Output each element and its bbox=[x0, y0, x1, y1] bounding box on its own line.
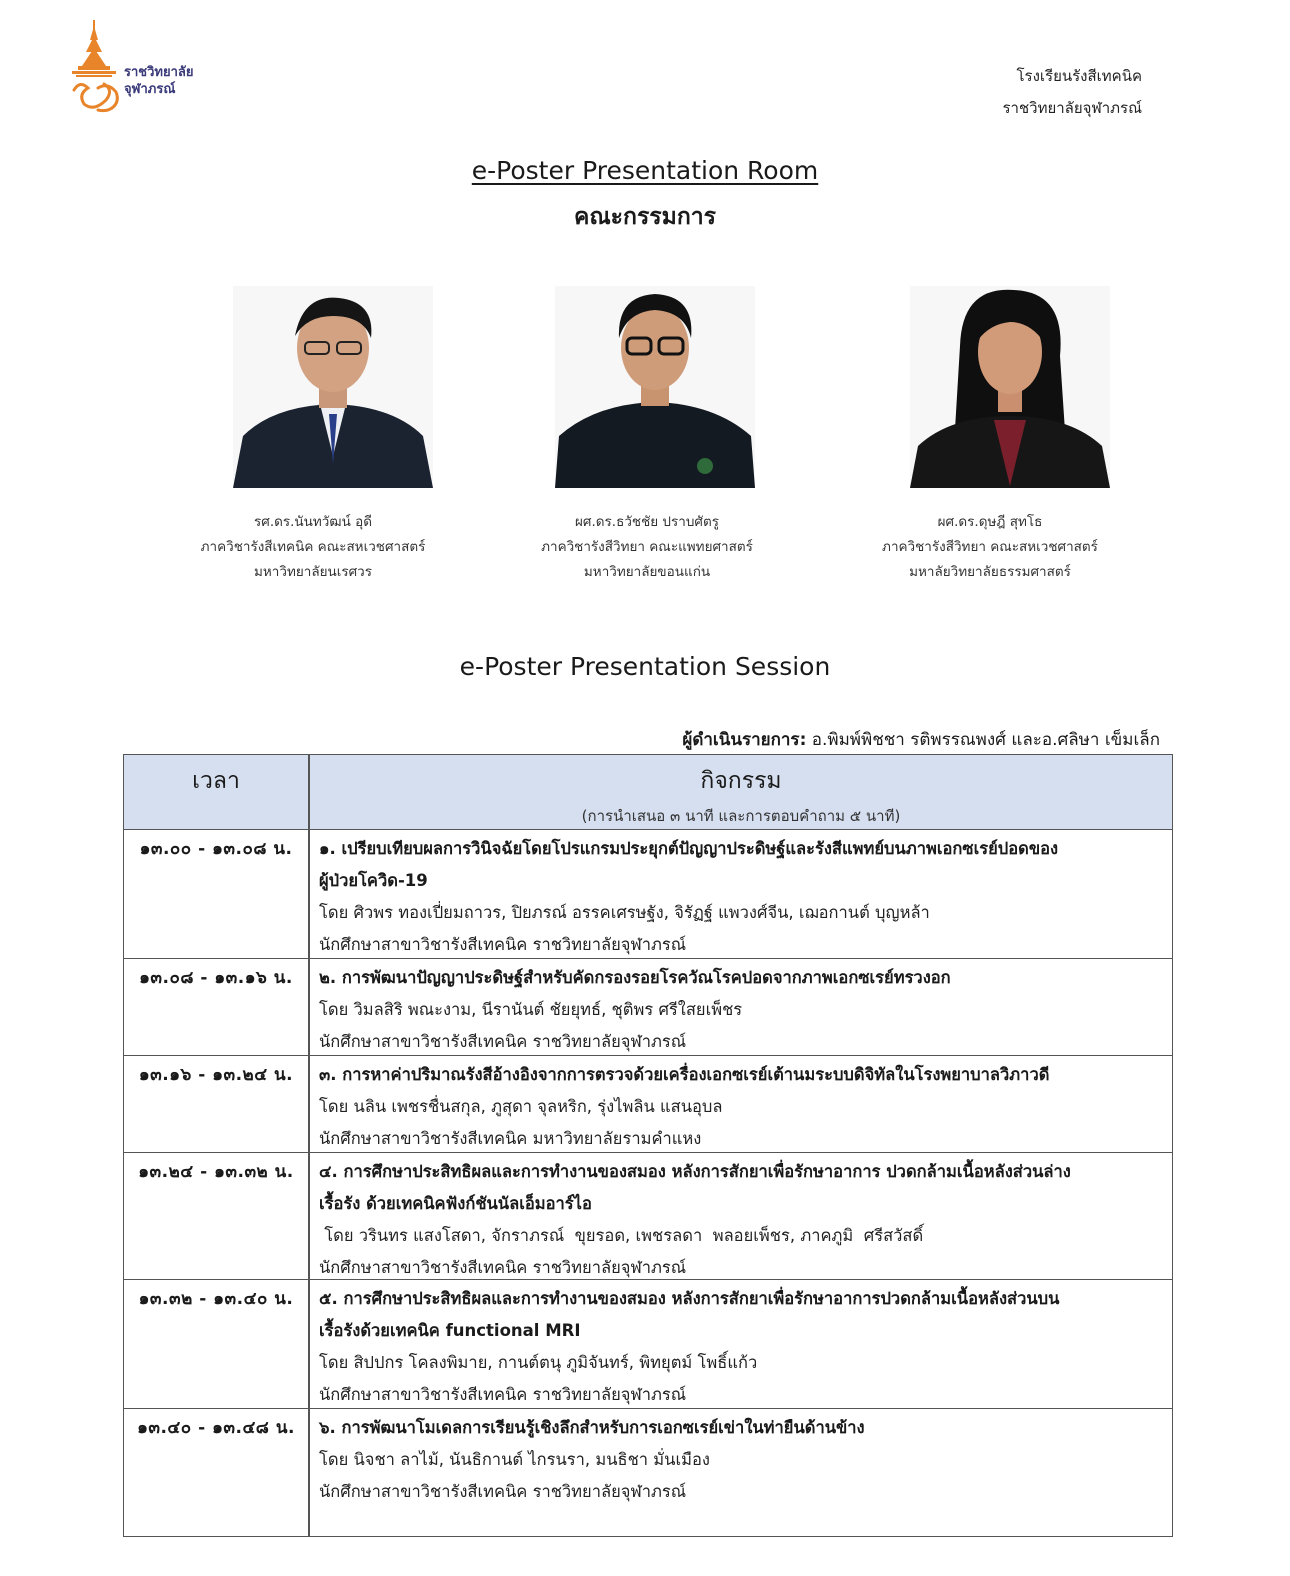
logo-line-1: ราชวิทยาลัย bbox=[124, 65, 194, 80]
row-affiliation: นักศึกษาสาขาวิชารังสีเทคนิค ราชวิทยาลัยจุฬาภรณ์ bbox=[319, 1258, 687, 1277]
row-title: ๖. การพัฒนาโมเดลการเรียนรู้เชิงลึกสำหรับการเอกซเรย์เข่าในท่ายืนด้านข้าง bbox=[319, 1418, 865, 1437]
table-row bbox=[124, 1280, 1172, 1409]
member-name: รศ.ดร.นันทวัฒน์ อุดี bbox=[254, 514, 372, 530]
table-row bbox=[124, 1056, 1172, 1153]
member-info bbox=[810, 510, 1170, 585]
header-activity: กิจกรรม bbox=[700, 768, 782, 794]
header-activity-note: (การนำเสนอ ๓ นาที และการตอบคำถาม ๕ นาที) bbox=[581, 807, 901, 825]
row-authors: โดย สิปปกร โคลงพิมาย, กานต์ตนุ ภูมิจันทร์, พิทยุตม์ โพธิ์แก้ว bbox=[319, 1353, 758, 1372]
member-photo bbox=[910, 286, 1110, 488]
column-divider bbox=[308, 755, 310, 1536]
member-dept: ภาควิชารังสีวิทยา คณะแพทยศาสตร์ bbox=[541, 539, 753, 555]
row-time: ๑๓.๔๐ - ๑๓.๔๘ น. bbox=[137, 1418, 295, 1438]
row-activity bbox=[319, 1156, 1162, 1284]
row-activity bbox=[319, 1283, 1162, 1411]
member-name: ผศ.ดร.ดุษฎี สุทโธ bbox=[937, 514, 1043, 530]
member-info bbox=[467, 510, 827, 585]
row-time: ๑๓.๒๔ - ๑๓.๓๒ น. bbox=[138, 1162, 294, 1182]
room-title: e-Poster Presentation Room bbox=[471, 156, 819, 185]
row-authors: โดย นิจชา ลาไม้, นันธิกานต์ ไกรนรา, มนธิชา มั่นเมือง bbox=[319, 1450, 710, 1469]
row-affiliation: นักศึกษาสาขาวิชารังสีเทคนิค ราชวิทยาลัยจุฬาภรณ์ bbox=[319, 1385, 687, 1404]
schedule-table bbox=[123, 754, 1173, 1537]
member-dept: ภาควิชารังสีเทคนิค คณะสหเวชศาสตร์ bbox=[200, 539, 426, 555]
row-time: ๑๓.๐๘ - ๑๓.๑๖ น. bbox=[139, 968, 293, 988]
member-org: มหาวิทยาลัยขอนแก่น bbox=[583, 564, 711, 580]
row-title: ๔. การศึกษาประสิทธิผลและการทำงานของสมอง หลังการสักยาเพื่อรักษาอาการ ปวดกล้ามเนื้อหลังส่วนล่าง bbox=[319, 1162, 1071, 1181]
moderator-line bbox=[682, 726, 1160, 753]
moderator-label: ผู้ดำเนินรายการ: bbox=[682, 730, 807, 750]
row-affiliation: นักศึกษาสาขาวิชารังสีเทคนิค ราชวิทยาลัยจุฬาภรณ์ bbox=[319, 935, 687, 954]
member-org: มหาลัยวิทยาลัยธรรมศาสตร์ bbox=[909, 564, 1071, 580]
member-info bbox=[133, 510, 493, 585]
member-dept: ภาควิชารังสีวิทยา คณะสหเวชศาสตร์ bbox=[882, 539, 1098, 555]
header-time: เวลา bbox=[192, 768, 240, 794]
row-title-cont: ผู้ป่วยโควิด-19 bbox=[319, 871, 428, 890]
row-activity bbox=[319, 1059, 1162, 1155]
member-photo bbox=[233, 286, 433, 488]
committee-title: คณะกรรมการ bbox=[573, 204, 717, 230]
row-authors: โดย ศิวพร ทองเปี่ยมถาวร, ปิยภรณ์ อรรคเศรษฐัง, จิรัฏฐ์ แพวงศ์จีน, เฌอกานต์ บุญหล้า bbox=[319, 903, 930, 922]
row-time: ๑๓.๐๐ - ๑๓.๐๘ น. bbox=[139, 839, 293, 859]
member-photo bbox=[555, 286, 755, 488]
logo-line-2: จุฬาภรณ์ bbox=[124, 82, 176, 97]
row-title: ๓. การหาค่าปริมาณรังสีอ้างอิงจากการตรวจด้วยเครื่องเอกซเรย์เต้านมระบบดิจิทัลในโรงพยาบาลวิภาวดี bbox=[319, 1065, 1050, 1084]
row-title: ๕. การศึกษาประสิทธิผลและการทำงานของสมอง หลังการสักยาเพื่อรักษาอาการปวดกล้ามเนื้อหลังส่วนบน bbox=[319, 1289, 1060, 1308]
table-row bbox=[124, 830, 1172, 959]
row-title: ๑. เปรียบเทียบผลการวินิจฉัยโดยโปรแกรมประยุกต์ปัญญาประดิษฐ์และรังสีแพทย์บนภาพเอกซเรย์ปอดของ bbox=[319, 839, 1059, 858]
row-authors: โดย วรินทร แสงโสดา, จักราภรณ์ ขุยรอด, เพชรลดา พลอยเพ็ชร, ภาคภูมิ ศรีสวัสดิ์ bbox=[319, 1226, 924, 1245]
school-name bbox=[1003, 60, 1143, 124]
table-row bbox=[124, 1153, 1172, 1280]
school-line-2: ราชวิทยาลัยจุฬาภรณ์ bbox=[1002, 99, 1142, 117]
school-line-1: โรงเรียนรังสีเทคนิค bbox=[1016, 67, 1142, 85]
row-affiliation: นักศึกษาสาขาวิชารังสีเทคนิค มหาวิทยาลัยรามคำแหง bbox=[319, 1129, 702, 1148]
moderator-names: อ.พิมพ์พิชชา รติพรรณพงศ์ และอ.ศลิษา เข็มเล็ก bbox=[811, 730, 1160, 750]
row-activity bbox=[319, 833, 1162, 961]
table-header bbox=[124, 755, 1172, 830]
row-time: ๑๓.๓๒ - ๑๓.๔๐ น. bbox=[138, 1289, 294, 1309]
member-name: ผศ.ดร.ธวัชชัย ปราบศัตรู bbox=[575, 514, 719, 530]
session-title: e-Poster Presentation Session bbox=[459, 652, 831, 681]
row-title: ๒. การพัฒนาปัญญาประดิษฐ์สำหรับคัดกรองรอยโรควัณโรคปอดจากภาพเอกซเรย์ทรวงอก bbox=[319, 968, 951, 987]
row-authors: โดย นลิน เพชรชื่นสกุล, ภูสุดา จุลหริก, รุ่งไพลิน แสนอุบล bbox=[319, 1097, 723, 1116]
row-activity bbox=[319, 962, 1162, 1058]
row-affiliation: นักศึกษาสาขาวิชารังสีเทคนิค ราชวิทยาลัยจุฬาภรณ์ bbox=[319, 1032, 687, 1051]
row-title-cont: เรื้อรัง ด้วยเทคนิคฟังก์ชันนัลเอ็มอาร์ไอ bbox=[319, 1194, 592, 1213]
row-affiliation: นักศึกษาสาขาวิชารังสีเทคนิค ราชวิทยาลัยจุฬาภรณ์ bbox=[319, 1482, 687, 1501]
logo-text bbox=[124, 64, 193, 98]
member-org: มหาวิทยาลัยนเรศวร bbox=[253, 564, 373, 580]
table-row bbox=[124, 959, 1172, 1056]
row-authors: โดย วิมลสิริ พณะงาม, นีรานันต์ ชัยยุทธ์, ชุติพร ศรีใสยเพ็ชร bbox=[319, 1000, 743, 1019]
row-activity bbox=[319, 1412, 1162, 1508]
row-time: ๑๓.๑๖ - ๑๓.๒๔ น. bbox=[138, 1065, 294, 1085]
row-title-cont: เรื้อรังด้วยเทคนิค functional MRI bbox=[319, 1321, 581, 1340]
table-row bbox=[124, 1409, 1172, 1536]
